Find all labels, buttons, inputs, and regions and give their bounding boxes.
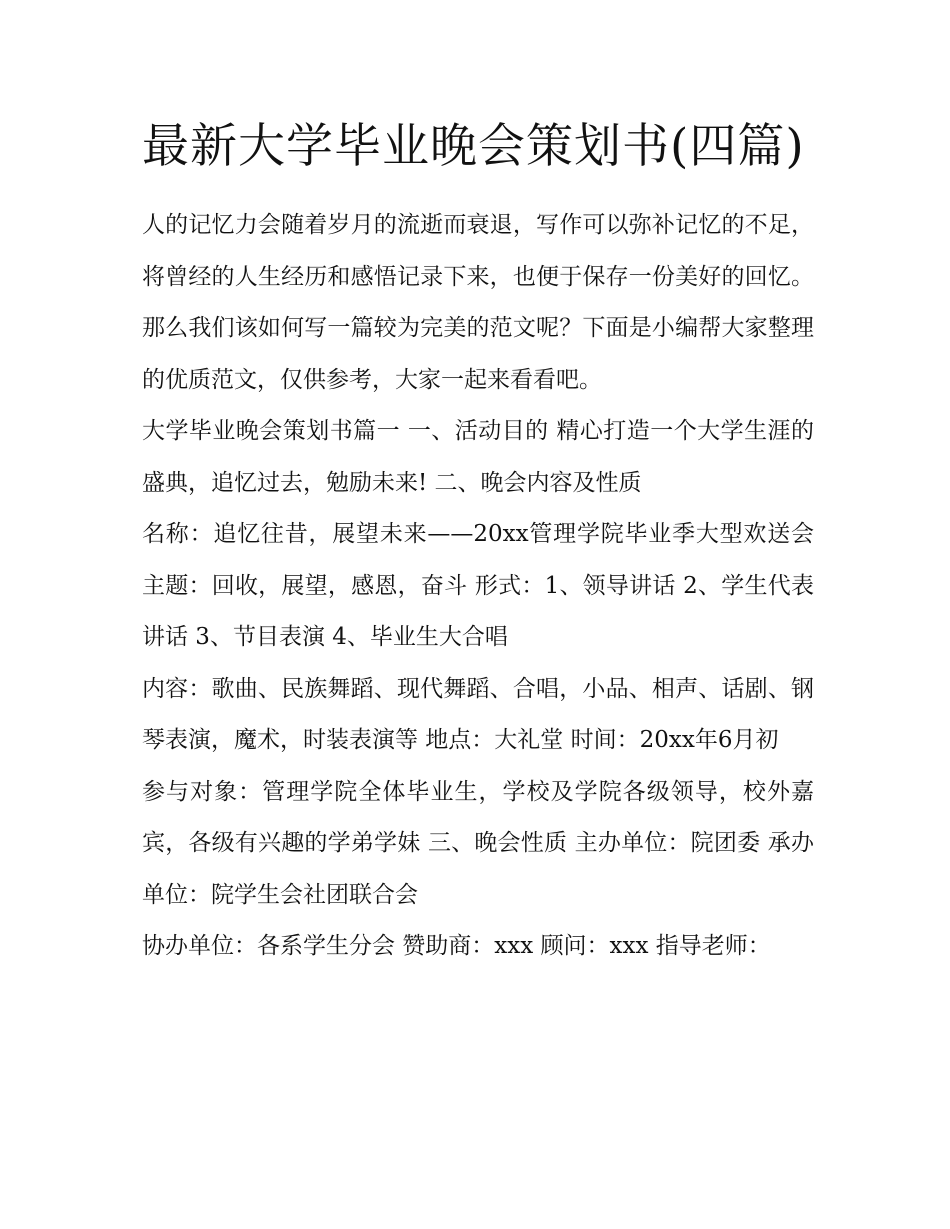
document-page xyxy=(142,112,814,973)
paragraph-intro: 人的记忆力会随着岁月的流逝而衰退，写作可以弥补记忆的不足，将曾经的人生经历和感悟记录下来，也便于保存一份美好的回忆。那么我们该如何写一篇较为完美的范文呢？下面是小编帮大家整理的优质范文，仅供参考，大家一起来看看吧。 xyxy=(142,212,814,393)
document-title: 最新大学毕业晚会策划书(四篇) xyxy=(142,119,805,174)
paragraph-name-theme: 名称：追忆往昔，展望未来——20xx管理学院毕业季大型欢送会 主题：回收，展望，感恩，奋斗 形式：1、领导讲话 2、学生代表讲话 3、节目表演 4、毕业生大合唱 xyxy=(142,521,814,650)
paragraph-activity-purpose: 大学毕业晚会策划书篇一 一、活动目的 精心打造一个大学生涯的盛典，追忆过去，勉励未来! 二、晚会内容及性质 xyxy=(142,418,814,496)
paragraph-content-venue: 内容：歌曲、民族舞蹈、现代舞蹈、合唱，小品、相声、话剧、钢琴表演，魔术，时装表演等 地点：大礼堂 时间：20xx年6月初 xyxy=(142,675,814,753)
paragraph-participants: 参与对象：管理学院全体毕业生，学校及学院各级领导，校外嘉宾，各级有兴趣的学弟学妹 三、晚会性质 主办单位：院团委 承办单位：院学生会社团联合会 xyxy=(142,778,814,908)
paragraph-co-organizers: 协办单位：各系学生分会 赞助商：xxx 顾问：xxx 指导老师： xyxy=(142,933,771,959)
